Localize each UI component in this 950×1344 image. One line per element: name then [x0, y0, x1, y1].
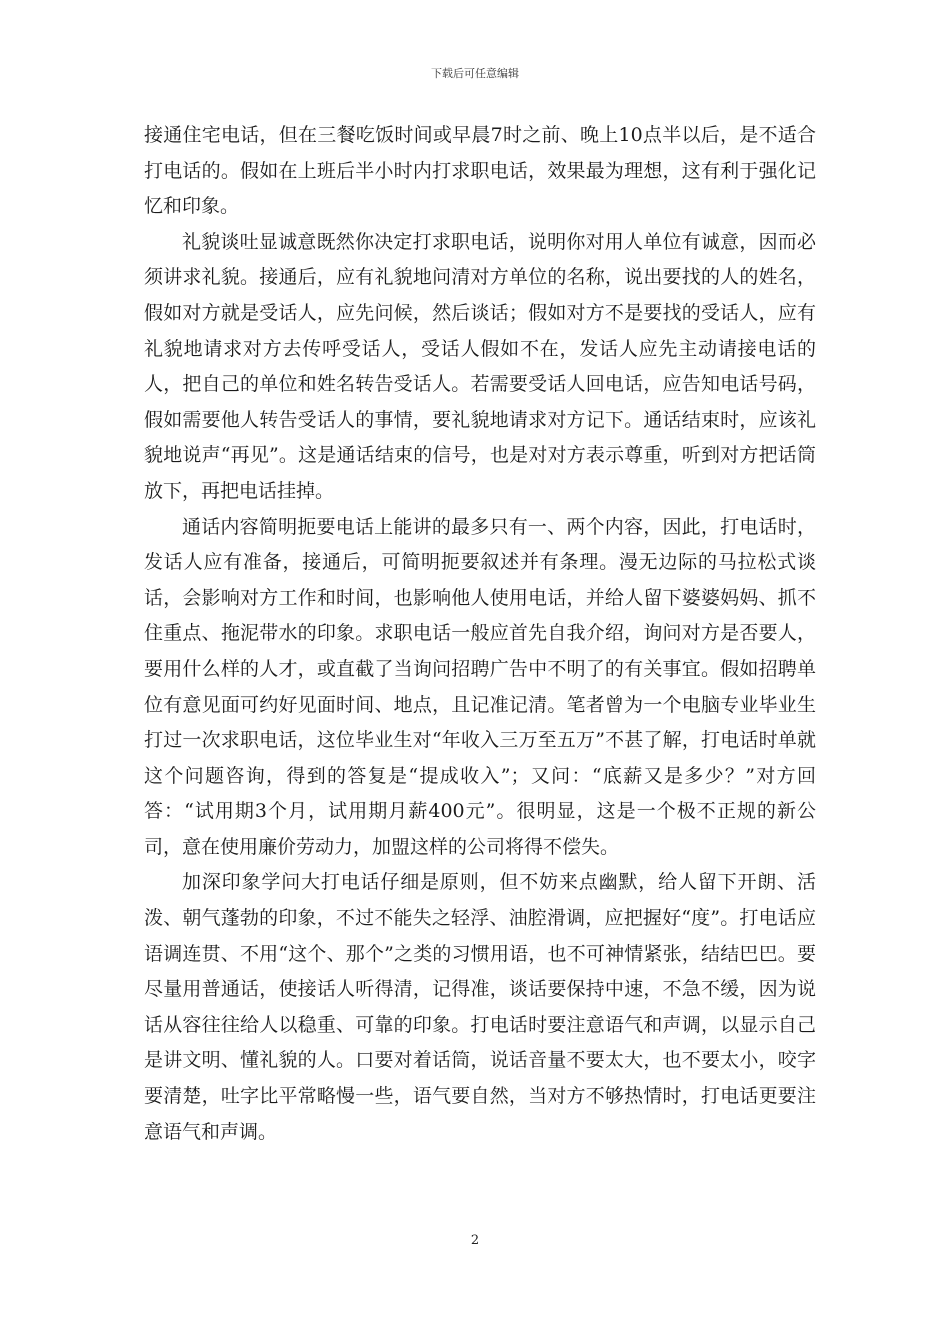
paragraph-impression: 加深印象学问大打电话仔细是原则，但不妨来点幽默，给人留下开朗、活泼、朝气蓬勃的印象，不过不能失之轻浮、油腔滑调，应把握好“度”。打电话应语调连贯、不用“这个、那个”之类的习惯用语，也不可神情紧张，结结巴巴。要尽量用普通话，使接话人听得清，记得准，谈话要保持中速，不急不缓，因为说话从容往往给人以稳重、可靠的印象。打电话时要注意语气和声调，以显示自己是讲文明、懂礼貌的人。口要对着话筒，说话音量不要太大，也不要太小，咬字要清楚，吐字比平常略慢一些，语气要自然，当对方不够热情时，打电话更要注意语气和声调。: [144, 871, 816, 1143]
page-header: 下载后可任意编辑: [431, 67, 519, 80]
paragraph-courtesy: 礼貌谈吐显诚意既然你决定打求职电话，说明你对用人单位有诚意，因而必须讲求礼貌。接通后，应有礼貌地问清对方单位的名称，说出要找的人的姓名，假如对方就是受话人，应先问候，然后谈话；假如对方不是要找的受话人，应有礼貌地请求对方去传呼受话人，受话人假如不在，发话人应先主动请接电话的人，把自己的单位和姓名转告受话人。若需要受话人回电话，应告知电话号码，假如需要他人转告受话人的事情，要礼貌地请求对方记下。通话结束时，应该礼貌地说声“再见”。这是通话结束的信号，也是对对方表示尊重，听到对方把话筒放下，再把电话挂掉。: [144, 230, 816, 502]
page-number: 2: [470, 1233, 480, 1248]
document-body: [144, 118, 816, 1150]
paragraph-concise-content: 通话内容简明扼要电话上能讲的最多只有一、两个内容，因此，打电话时，发话人应有准备，接通后，可简明扼要叙述并有条理。漫无边际的马拉松式谈话，会影响对方工作和时间，也影响他人使用电话，并给人留下婆婆妈妈、抓不住重点、拖泥带水的印象。求职电话一般应首先自我介绍，询问对方是否要人，要用什么样的人才，或直截了当询问招聘广告中不明了的有关事宜。假如招聘单位有意见面可约好见面时间、地点，且记准记清。笔者曾为一个电脑专业毕业生打过一次求职电话，这位毕业生对“年收入三万至五万”不甚了解，打电话时单就这个问题咨询，得到的答复是“提成收入”；又问：“底薪又是多少？”对方回答：“试用期3个月，试用期月薪400元”。很明显，这是一个极不正规的新公司，意在使用廉价劳动力，加盟这样的公司将得不偿失。: [144, 515, 816, 858]
paragraph-continuation: 接通住宅电话，但在三餐吃饭时间或早晨7时之前、晚上10点半以后，是不适合打电话的。假如在上班后半小时内打求职电话，效果最为理想，这有利于强化记忆和印象。: [144, 124, 816, 218]
